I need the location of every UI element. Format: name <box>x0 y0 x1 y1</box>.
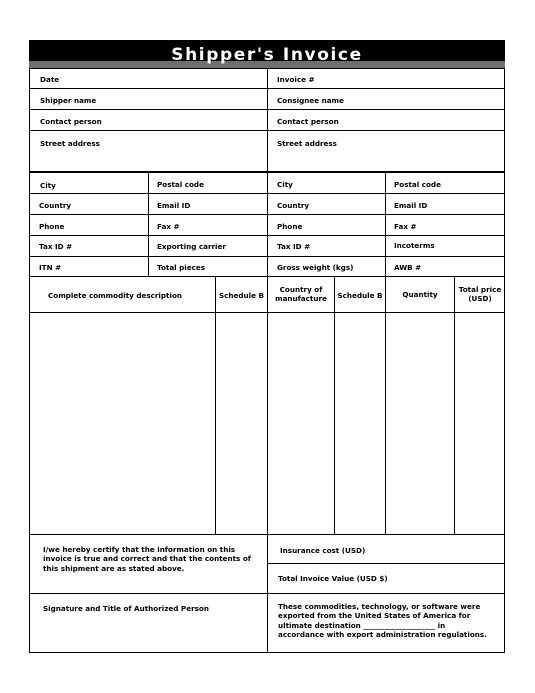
column-header-schedule-b-2 <box>334 276 386 313</box>
consignee-street-field[interactable] <box>267 130 505 172</box>
awb-label: AWB # <box>394 263 422 272</box>
consignee-postal-label: Postal code <box>394 180 441 189</box>
export-statement-text: These commodities, technology, or software were exported from the United States of America for ultimate destination ____________________ in accordance with export administration regulations. <box>278 602 487 640</box>
consignee-phone-field[interactable] <box>267 214 386 236</box>
consignee-name-label: Consignee name <box>277 96 344 105</box>
consignee-fax-label: Fax # <box>394 222 417 231</box>
certification-box <box>29 534 268 594</box>
shipper-fax-field[interactable] <box>148 214 268 236</box>
shipper-fax-label: Fax # <box>157 222 180 231</box>
itn-label: ITN # <box>39 263 62 272</box>
quantity-entry-area[interactable] <box>385 312 455 535</box>
consignee-email-field[interactable] <box>385 193 505 215</box>
consignee-contact-field[interactable] <box>267 109 505 131</box>
consignee-street-label: Street address <box>277 139 337 148</box>
invoice-number-label: Invoice # <box>277 75 315 84</box>
export-statement-box <box>267 593 505 653</box>
total-invoice-value-field[interactable] <box>267 563 505 594</box>
consignee-contact-label: Contact person <box>277 117 339 126</box>
shipper-street-label: Street address <box>40 139 100 148</box>
consignee-email-label: Email ID <box>394 201 428 210</box>
shipper-name-field[interactable] <box>29 88 268 110</box>
certification-text: I/we hereby certify that the information on this invoice is true and correct and that the contents of this shipment are as stated above. <box>43 545 251 573</box>
consignee-tax-id-label: Tax ID # <box>277 242 311 251</box>
signature-field[interactable] <box>29 593 268 653</box>
shipper-phone-label: Phone <box>39 222 65 231</box>
column-header-country-label: Country of manufacture <box>275 285 327 303</box>
shipper-email-field[interactable] <box>148 193 268 215</box>
consignee-fax-field[interactable] <box>385 214 505 236</box>
title-banner <box>29 40 505 68</box>
consignee-city-field[interactable] <box>267 172 386 194</box>
schedule-b-2-entry-area[interactable] <box>334 312 386 535</box>
shipper-contact-field[interactable] <box>29 109 268 131</box>
shipper-phone-field[interactable] <box>29 214 149 236</box>
consignee-phone-label: Phone <box>277 222 303 231</box>
column-header-description-label: Complete commodity description <box>47 291 182 300</box>
consignee-city-label: City <box>277 180 293 189</box>
exporting-carrier-field[interactable] <box>148 235 268 257</box>
itn-field[interactable] <box>29 256 149 277</box>
column-header-schedule-b-1 <box>215 276 268 313</box>
column-header-schedule-b-1-label: Schedule B <box>218 291 264 300</box>
shipper-city-field[interactable] <box>29 172 149 194</box>
consignee-postal-field[interactable] <box>385 172 505 194</box>
consignee-tax-id-field[interactable] <box>267 235 386 257</box>
signature-label: Signature and Title of Authorized Person <box>43 604 209 613</box>
total-pieces-label: Total pieces <box>157 263 206 272</box>
page-title: Shipper's Invoice <box>171 45 363 65</box>
incoterms-field[interactable] <box>385 235 505 257</box>
shipper-contact-label: Contact person <box>40 117 102 126</box>
consignee-country-label: Country <box>277 201 310 210</box>
date-label: Date <box>40 75 60 84</box>
total-price-entry-area[interactable] <box>454 312 505 535</box>
awb-field[interactable] <box>385 256 505 277</box>
shipper-country-label: Country <box>39 201 72 210</box>
schedule-b-1-entry-area[interactable] <box>215 312 268 535</box>
column-header-total-price-label: Total price (USD) <box>458 285 502 303</box>
consignee-country-field[interactable] <box>267 193 386 215</box>
insurance-cost-label: Insurance cost (USD) <box>280 546 366 555</box>
shipper-tax-id-field[interactable] <box>29 235 149 257</box>
column-header-country <box>267 276 335 313</box>
exporting-carrier-label: Exporting carrier <box>157 242 226 251</box>
shipper-postal-field[interactable] <box>148 172 268 194</box>
shipper-postal-label: Postal code <box>157 180 204 189</box>
total-pieces-field[interactable] <box>148 256 268 277</box>
country-entry-area[interactable] <box>267 312 335 535</box>
total-invoice-value-label: Total Invoice Value (USD $) <box>278 574 388 583</box>
shipper-name-label: Shipper name <box>40 96 97 105</box>
shipper-street-field[interactable] <box>29 130 268 172</box>
gross-weight-field[interactable] <box>267 256 386 277</box>
column-header-quantity <box>385 276 455 313</box>
incoterms-label: Incoterms <box>394 241 435 250</box>
shipper-country-field[interactable] <box>29 193 149 215</box>
column-header-quantity-label: Quantity <box>402 290 438 299</box>
date-field[interactable] <box>29 68 268 89</box>
column-header-schedule-b-2-label: Schedule B <box>337 291 383 300</box>
invoice-number-field[interactable] <box>267 68 505 89</box>
description-entry-area[interactable] <box>29 312 216 535</box>
shipper-tax-id-label: Tax ID # <box>39 242 73 251</box>
shipper-email-label: Email ID <box>157 201 191 210</box>
insurance-cost-field[interactable] <box>267 534 505 564</box>
column-header-total-price <box>454 276 505 313</box>
column-header-description <box>29 276 216 313</box>
gross-weight-label: Gross weight (kgs) <box>277 263 354 272</box>
shipper-city-label: City <box>40 181 56 190</box>
consignee-name-field[interactable] <box>267 88 505 110</box>
